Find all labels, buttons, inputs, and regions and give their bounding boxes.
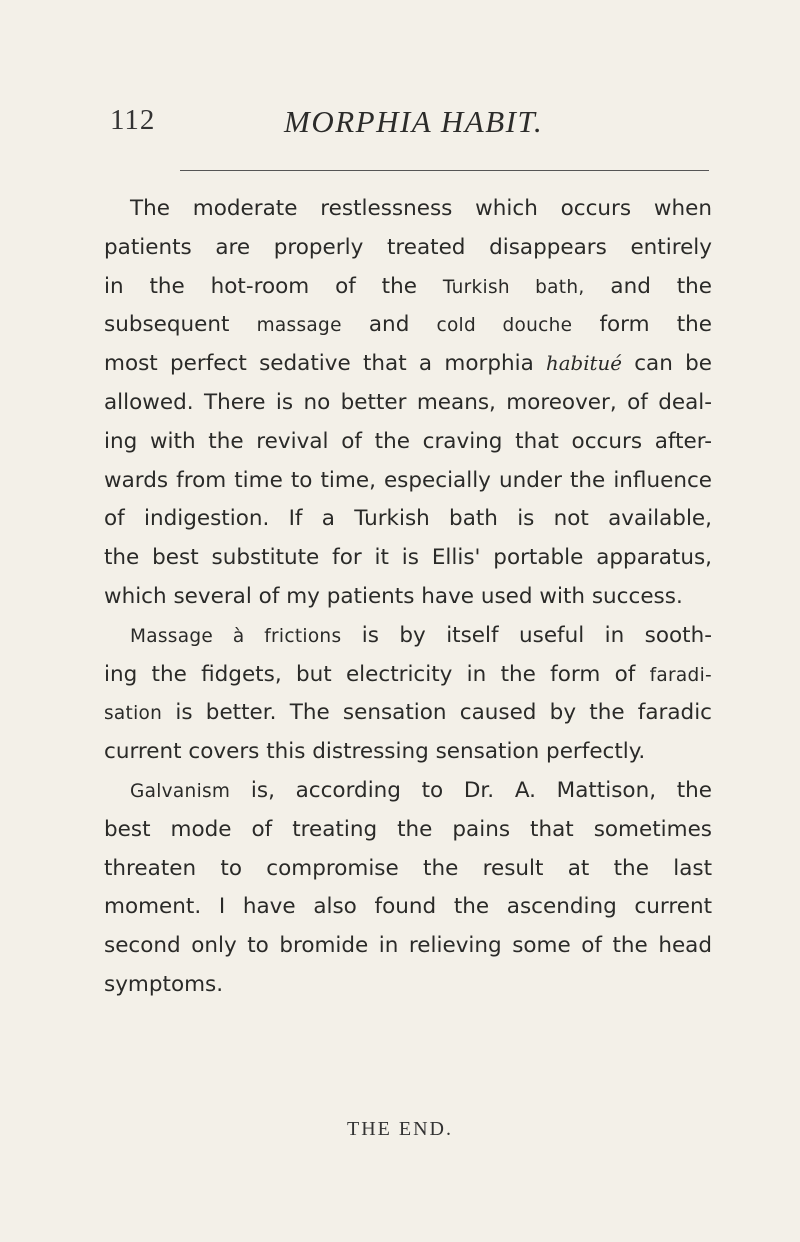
text-line: Massage à frictions is by itself useful in sooth-	[130, 622, 712, 648]
text-line: subsequent massage and cold douche form the	[104, 312, 712, 338]
text-line: sation is better. The sensation caused by the faradic	[104, 700, 712, 726]
small-caps-term: faradi-	[649, 664, 712, 686]
page-number: 112	[110, 104, 156, 136]
small-caps-term: sation	[104, 703, 163, 725]
body-text	[104, 190, 712, 1005]
text-line: moment. I have also found the ascending current	[104, 894, 712, 920]
small-caps-term: Turkish bath,	[442, 276, 585, 298]
small-caps-term: cold douche	[436, 315, 573, 337]
running-title: MORPHIA HABIT.	[284, 104, 544, 139]
text-line: The moderate restlessness which occurs when	[130, 196, 712, 221]
text-line: Galvanism is, according to Dr. A. Mattison, the	[130, 777, 712, 803]
running-head	[110, 104, 710, 144]
text-line: symptoms.	[104, 971, 224, 997]
text-line: best mode of treating the pains that sometimes	[104, 816, 712, 842]
text-line: ing with the revival of the craving that occurs after-	[104, 428, 712, 454]
text-line: ing the fidgets, but electricity in the form of faradi-	[104, 661, 712, 687]
text-line: which several of my patients have used with success.	[104, 583, 683, 609]
text-line: most perfect sedative that a morphia habitué can be	[104, 351, 712, 377]
small-caps-term: massage	[256, 315, 342, 337]
header-rule	[180, 170, 709, 171]
text-line: of indigestion. If a Turkish bath is not available,	[104, 506, 712, 532]
text-line: in the hot-room of the Turkish bath, and the	[104, 273, 712, 299]
text-line: allowed. There is no better means, moreover, of deal-	[104, 389, 712, 415]
text-line: the best substitute for it is Ellis' portable apparatus,	[104, 545, 712, 571]
text-line: patients are properly treated disappears entirely	[104, 234, 712, 260]
the-end: THE END.	[347, 1118, 453, 1140]
italic-term: habitué	[546, 352, 622, 376]
text-line: wards from time to time, especially under the influence	[104, 467, 712, 493]
small-caps-term: Massage à frictions	[130, 625, 342, 647]
text-line: current covers this distressing sensation perfectly.	[104, 739, 646, 765]
small-caps-term: Galvanism	[130, 780, 231, 802]
text-line: threaten to compromise the result at the last	[104, 855, 712, 881]
text-line: second only to bromide in relieving some of the head	[104, 933, 712, 959]
